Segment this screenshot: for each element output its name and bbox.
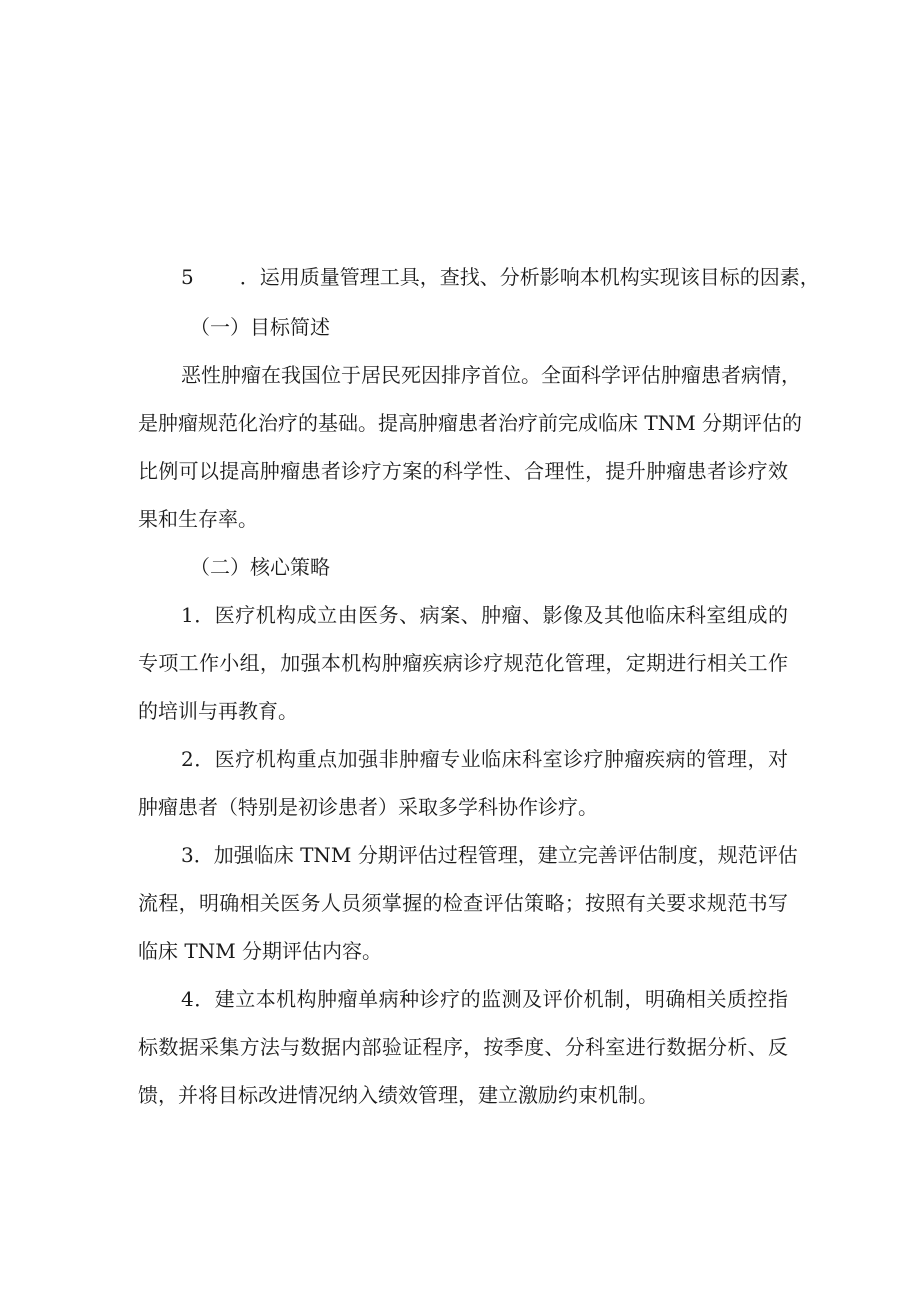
section-1-paragraph-line: 恶性肿瘤在我国位于居民死因排序首位。全面科学评估肿瘤患者病情， (181, 363, 801, 387)
strategy-item-1-line: 1．医疗机构成立由医务、病案、肿瘤、影像及其他临床科室组成的 (181, 603, 788, 627)
strategy-item-4-line: 4．建立本机构肿瘤单病种诊疗的监测及评价机制，明确相关质控指 (181, 987, 788, 1011)
strategy-item-2-line: 肿瘤患者（特别是初诊患者）采取多学科协作诊疗。 (138, 795, 598, 819)
section-1-paragraph-line: 比例可以提高肿瘤患者诊疗方案的科学性、合理性，提升肿瘤患者诊疗效 (138, 459, 788, 483)
item-5-number: 5 (181, 265, 194, 289)
strategy-item-2-line: 2．医疗机构重点加强非肿瘤专业临床科室诊疗肿瘤疾病的管理，对 (181, 747, 788, 771)
item-5-heading (181, 263, 820, 291)
section-2-title: （二）核心策略 (190, 555, 330, 579)
strategy-item-3-line: 流程，明确相关医务人员须掌握的检查评估策略；按照有关要求规范书写 (138, 891, 788, 915)
strategy-item-3-line: 临床 TNM 分期评估内容。 (138, 939, 383, 963)
strategy-item-1-line: 专项工作小组，加强本机构肿瘤疾病诊疗规范化管理，定期进行相关工作 (138, 651, 788, 675)
section-1-paragraph-line: 果和生存率。 (138, 507, 258, 531)
strategy-item-4-line: 馈，并将目标改进情况纳入绩效管理，建立激励约束机制。 (138, 1083, 658, 1107)
item-5-text: ．运用质量管理工具，查找、分析影响本机构实现该目标的因素， (239, 265, 820, 289)
strategy-item-4-line: 标数据采集方法与数据内部验证程序，按季度、分科室进行数据分析、反 (138, 1035, 788, 1059)
strategy-item-3-line: 3．加强临床 TNM 分期评估过程管理，建立完善评估制度，规范评估 (181, 843, 798, 867)
section-1-title: （一）目标简述 (190, 315, 330, 339)
strategy-item-1-line: 的培训与再教育。 (138, 699, 298, 723)
section-1-paragraph-line: 是肿瘤规范化治疗的基础。提高肿瘤患者治疗前完成临床 TNM 分期评估的 (138, 411, 803, 435)
